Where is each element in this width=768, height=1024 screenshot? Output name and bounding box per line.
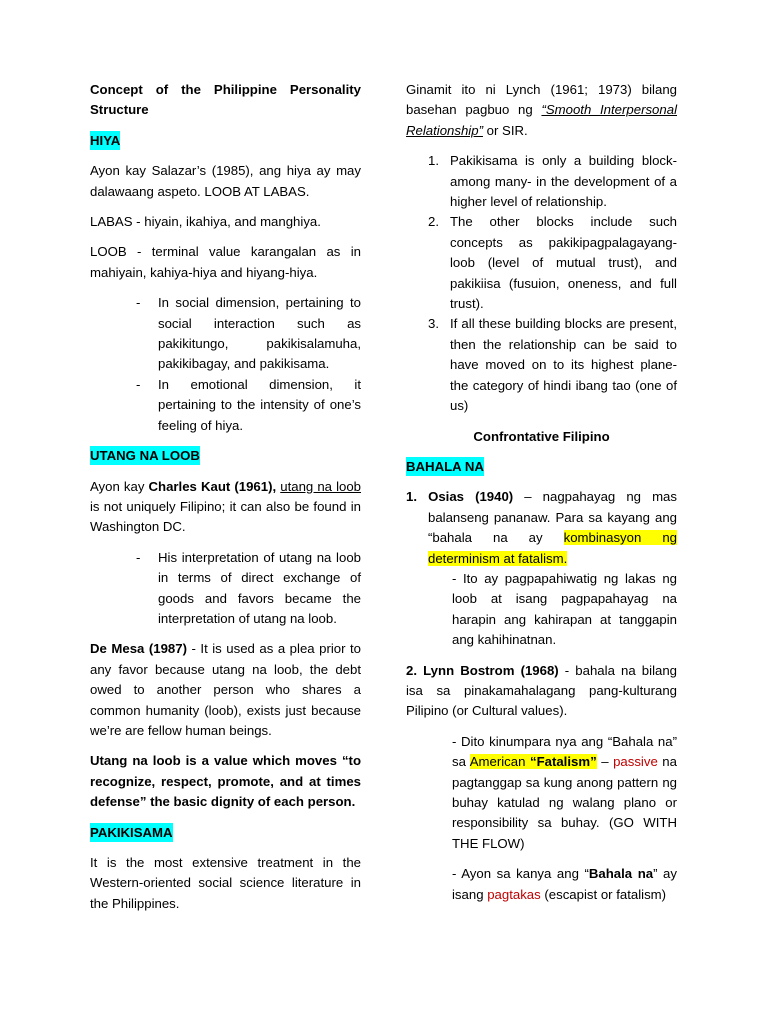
dito-dash: –: [596, 754, 614, 770]
osias-sub: - Ito ay pagpapahiwatig ng lakas ng loob at isang pagpapahayag na harapin ang kahirapan at tanggapin ang kahihinatnan.: [452, 570, 677, 648]
list-item-text: The other blocks include such concepts as pakikipagpalagayang-loob (level of mutual trust), and pakikiisa (fusuion, oneness, and full trust).: [450, 214, 677, 312]
ayon-pagtakas: pagtakas: [487, 886, 541, 902]
ayon-prefix: - Ayon sa kanya ang “: [452, 866, 589, 882]
heading-bahala-na: BAHALA NA: [406, 458, 484, 474]
right-column: [406, 80, 677, 905]
list-number: 2.: [428, 214, 439, 230]
kaut-term: utang na loob: [280, 478, 361, 494]
kaut-text: is not uniquely Filipino; it can also be found in Washington DC.: [90, 498, 361, 535]
lynch-paragraph: [406, 80, 677, 141]
utang-value-paragraph: Utang na loob is a value which moves “to recognize, respect, promote, and at times defense” the basic dignity of each person.: [90, 753, 361, 810]
lynch-suffix: or SIR.: [482, 122, 528, 138]
demesa-paragraph: [90, 639, 361, 741]
hiya-loob: LOOB - terminal value karangalan as in mahiyain, kahiya-hiya and hiyang-hiya.: [90, 244, 361, 280]
hiya-bullet-list: [90, 293, 361, 436]
utang-bullet: - His interpretation of utang na loob in terms of direct exchange of goods and favors became the interpretation of utang na loob.: [90, 548, 361, 630]
ayon-bahala-na: Bahala na: [588, 866, 654, 882]
dito-passive: passive: [613, 754, 658, 770]
lynch-prefix: Ginamit ito ni Lynch (1961; 1973) bilang basehan pagbuo ng: [406, 82, 677, 118]
dito-prefix: - Dito kinumpara nya ang “Bahala na” sa: [452, 733, 677, 770]
lynch-term: “Smooth Interpersonal Relationship”: [406, 102, 677, 138]
demesa-text: - It is used as a plea prior to any favor because utang na loob, the debt owed to another person who shares a common humanity (loob), exists just because we’re are fellow human beings.: [90, 641, 362, 738]
list-item: [428, 151, 677, 212]
hiya-labas: LABAS - hiyain, ikahiya, and manghiya.: [90, 214, 321, 230]
osias-paragraph: [406, 487, 677, 569]
osias-text: – nagpahayag ng mas balanseng pananaw. Para sa kayang ang “bahala na ay: [428, 489, 677, 546]
kaut-prefix: Ayon kay: [90, 478, 149, 494]
ayon-paragraph: [406, 864, 677, 905]
dito-text: na pagtanggap sa kung anong pattern ng buhay katulad ng walang plano or responsibility sa buhay. (GO WITH THE FLOW): [452, 754, 677, 851]
sir-numbered-list: [406, 151, 677, 416]
pakikisama-text: It is the most extensive treatment in the Western-oriented social science literature in the Philippines.: [90, 855, 361, 911]
heading-utang-na-loob: UTANG NA LOOB: [90, 448, 200, 464]
document-title: Concept of the Philippine Personality Structure: [90, 82, 361, 118]
osias-label: 1. Osias (1940): [406, 489, 514, 505]
list-number: 3.: [428, 316, 439, 332]
confrontative-heading: Confrontative Filipino: [473, 428, 610, 444]
left-column: [90, 80, 361, 914]
kaut-name: Charles Kaut (1961),: [148, 478, 281, 494]
hiya-intro: Ayon kay Salazar’s (1985), ang hiya ay may dalawaang aspeto. LOOB AT LABAS.: [90, 163, 361, 199]
heading-hiya: HIYA: [90, 132, 121, 148]
dito-american: American: [469, 754, 530, 770]
list-item-text: If all these building blocks are present, then the relationship can be said to have moved on to its highest plane- the category of hindi ibang tao (one of us): [450, 316, 677, 414]
kaut-paragraph: [90, 477, 361, 538]
heading-pakikisama: PAKIKISAMA: [90, 824, 173, 840]
list-item: [428, 314, 677, 416]
ayon-suffix: (escapist or fatalism): [540, 886, 667, 902]
list-item-text: Pakikisama is only a building block- among many- in the development of a higher level of relationship.: [450, 153, 677, 210]
hiya-bullet-1: - In social dimension, pertaining to social interaction such as pakikitungo, pakikisalamuha, pakikibagay, and pakikisama.: [90, 293, 361, 375]
demesa-name: De Mesa (1987): [90, 641, 187, 657]
osias-highlight: kombinasyon ng determinism at fatalism.: [428, 530, 677, 566]
bostrom-label: 2. Lynn Bostrom (1968): [406, 662, 559, 678]
dito-fatalism: “Fatalism”: [529, 754, 597, 770]
bostrom-paragraph: [406, 661, 677, 722]
ayon-mid: ” ay isang: [452, 866, 677, 902]
hiya-bullet-2: - In emotional dimension, it pertaining to the intensity of one’s feeling of hiya.: [90, 375, 361, 436]
list-item: [428, 212, 677, 314]
dito-paragraph: [406, 732, 677, 854]
bostrom-text: - bahala na bilang isa sa pinakamahalagang pang-kulturang Pilipino (or Cultural values).: [406, 662, 677, 719]
list-number: 1.: [428, 153, 439, 169]
